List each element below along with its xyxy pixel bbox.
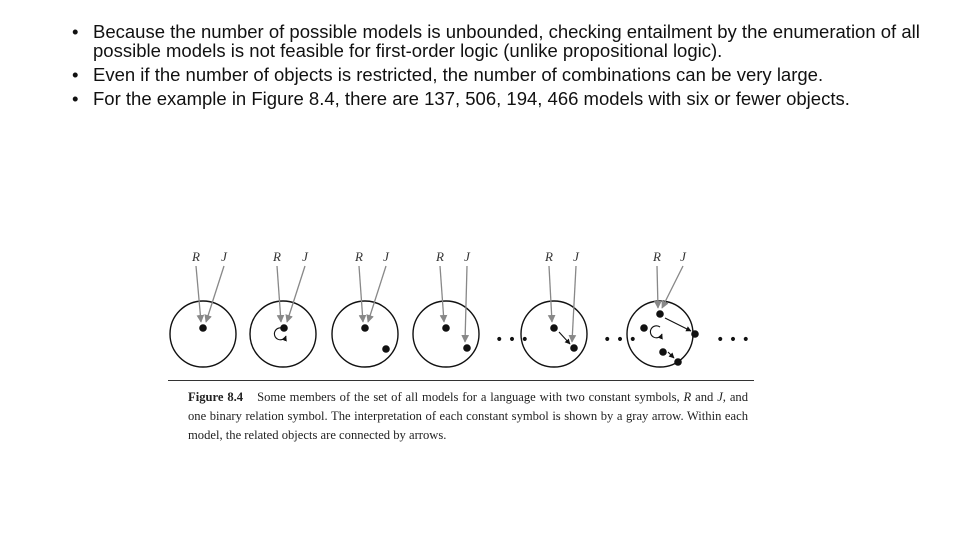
gray-arrow-j	[662, 266, 683, 308]
gray-arrow-j	[465, 266, 467, 342]
caption-symbol-r: R	[683, 390, 692, 404]
figure-8-4	[168, 244, 758, 444]
bullet-marker: •	[72, 88, 79, 109]
object-dot	[640, 324, 648, 332]
constant-label-j: J	[680, 249, 686, 264]
caption-text: , and one binary relation symbol. The interpretation of each constant symbol is shown by a gray arrow. Within each model, the related objects are connected by arrows.	[188, 390, 749, 442]
object-dot	[361, 324, 369, 332]
constant-label-r: R	[355, 249, 363, 264]
gray-arrow-r	[549, 266, 552, 322]
ellipsis: • • •	[603, 332, 637, 348]
constant-label-r: R	[653, 249, 661, 264]
gray-arrow-r	[196, 266, 201, 322]
bullet-list	[72, 22, 932, 113]
models-diagram	[168, 244, 758, 380]
constant-label-r: R	[192, 249, 200, 264]
object-dot	[691, 330, 699, 338]
ellipsis: • • •	[716, 332, 750, 348]
object-dot	[656, 310, 664, 318]
relation-arrow	[665, 318, 691, 331]
relation-arrow	[668, 352, 674, 358]
constant-label-j: J	[383, 249, 389, 264]
model-circle	[521, 301, 587, 367]
model-3	[332, 249, 398, 367]
model-circle	[170, 301, 236, 367]
constant-label-r: R	[545, 249, 553, 264]
bullet-text: Even if the number of objects is restricted, the number of combinations can be very large.	[93, 64, 824, 85]
bullet-item	[72, 22, 932, 60]
constant-label-j: J	[573, 249, 579, 264]
figure-caption	[188, 388, 748, 445]
object-dot	[550, 324, 558, 332]
bullet-item	[72, 89, 932, 108]
gray-arrow-r	[359, 266, 363, 322]
bullet-item	[72, 65, 932, 84]
model-6	[627, 249, 699, 367]
object-dot	[382, 345, 390, 353]
model-circle	[250, 301, 316, 367]
constant-label-j: J	[221, 249, 227, 264]
gray-arrow-r	[277, 266, 281, 322]
gray-arrow-j	[572, 266, 576, 342]
self-relation-arrow	[650, 326, 662, 338]
model-4	[413, 249, 479, 367]
object-dot	[659, 348, 667, 356]
constant-label-r: R	[273, 249, 281, 264]
constant-label-j: J	[302, 249, 308, 264]
constant-label-r: R	[436, 249, 444, 264]
object-dot	[442, 324, 450, 332]
relation-arrow	[559, 332, 570, 344]
object-dot	[199, 324, 207, 332]
caption-label: Figure 8.4	[188, 390, 244, 404]
bullet-marker: •	[72, 21, 79, 42]
caption-text: and	[691, 390, 718, 404]
constant-label-j: J	[464, 249, 470, 264]
caption-symbol-j: J	[717, 390, 723, 404]
model-1	[170, 249, 236, 367]
model-circle	[332, 301, 398, 367]
gray-arrow-j	[368, 266, 386, 322]
bullet-text: Because the number of possible models is unbounded, checking entailment by the enumeration of all possible models is not feasible for first-order logic (unlike propositional logic).	[93, 21, 920, 61]
bullet-marker: •	[72, 64, 79, 85]
figure-rule	[168, 380, 754, 381]
bullet-text: For the example in Figure 8.4, there are 137, 506, 194, 466 models with six or fewer objects.	[93, 88, 850, 109]
object-dot	[570, 344, 578, 352]
model-circle	[413, 301, 479, 367]
caption-text: Some members of the set of all models for a language with two constant symbols,	[257, 390, 684, 404]
gray-arrow-j	[287, 266, 305, 322]
model-5	[521, 249, 587, 367]
object-dot	[463, 344, 471, 352]
gray-arrow-j	[206, 266, 224, 322]
object-dot	[674, 358, 682, 366]
ellipsis: • • •	[495, 332, 529, 348]
model-2	[250, 249, 316, 367]
gray-arrow-r	[440, 266, 444, 322]
